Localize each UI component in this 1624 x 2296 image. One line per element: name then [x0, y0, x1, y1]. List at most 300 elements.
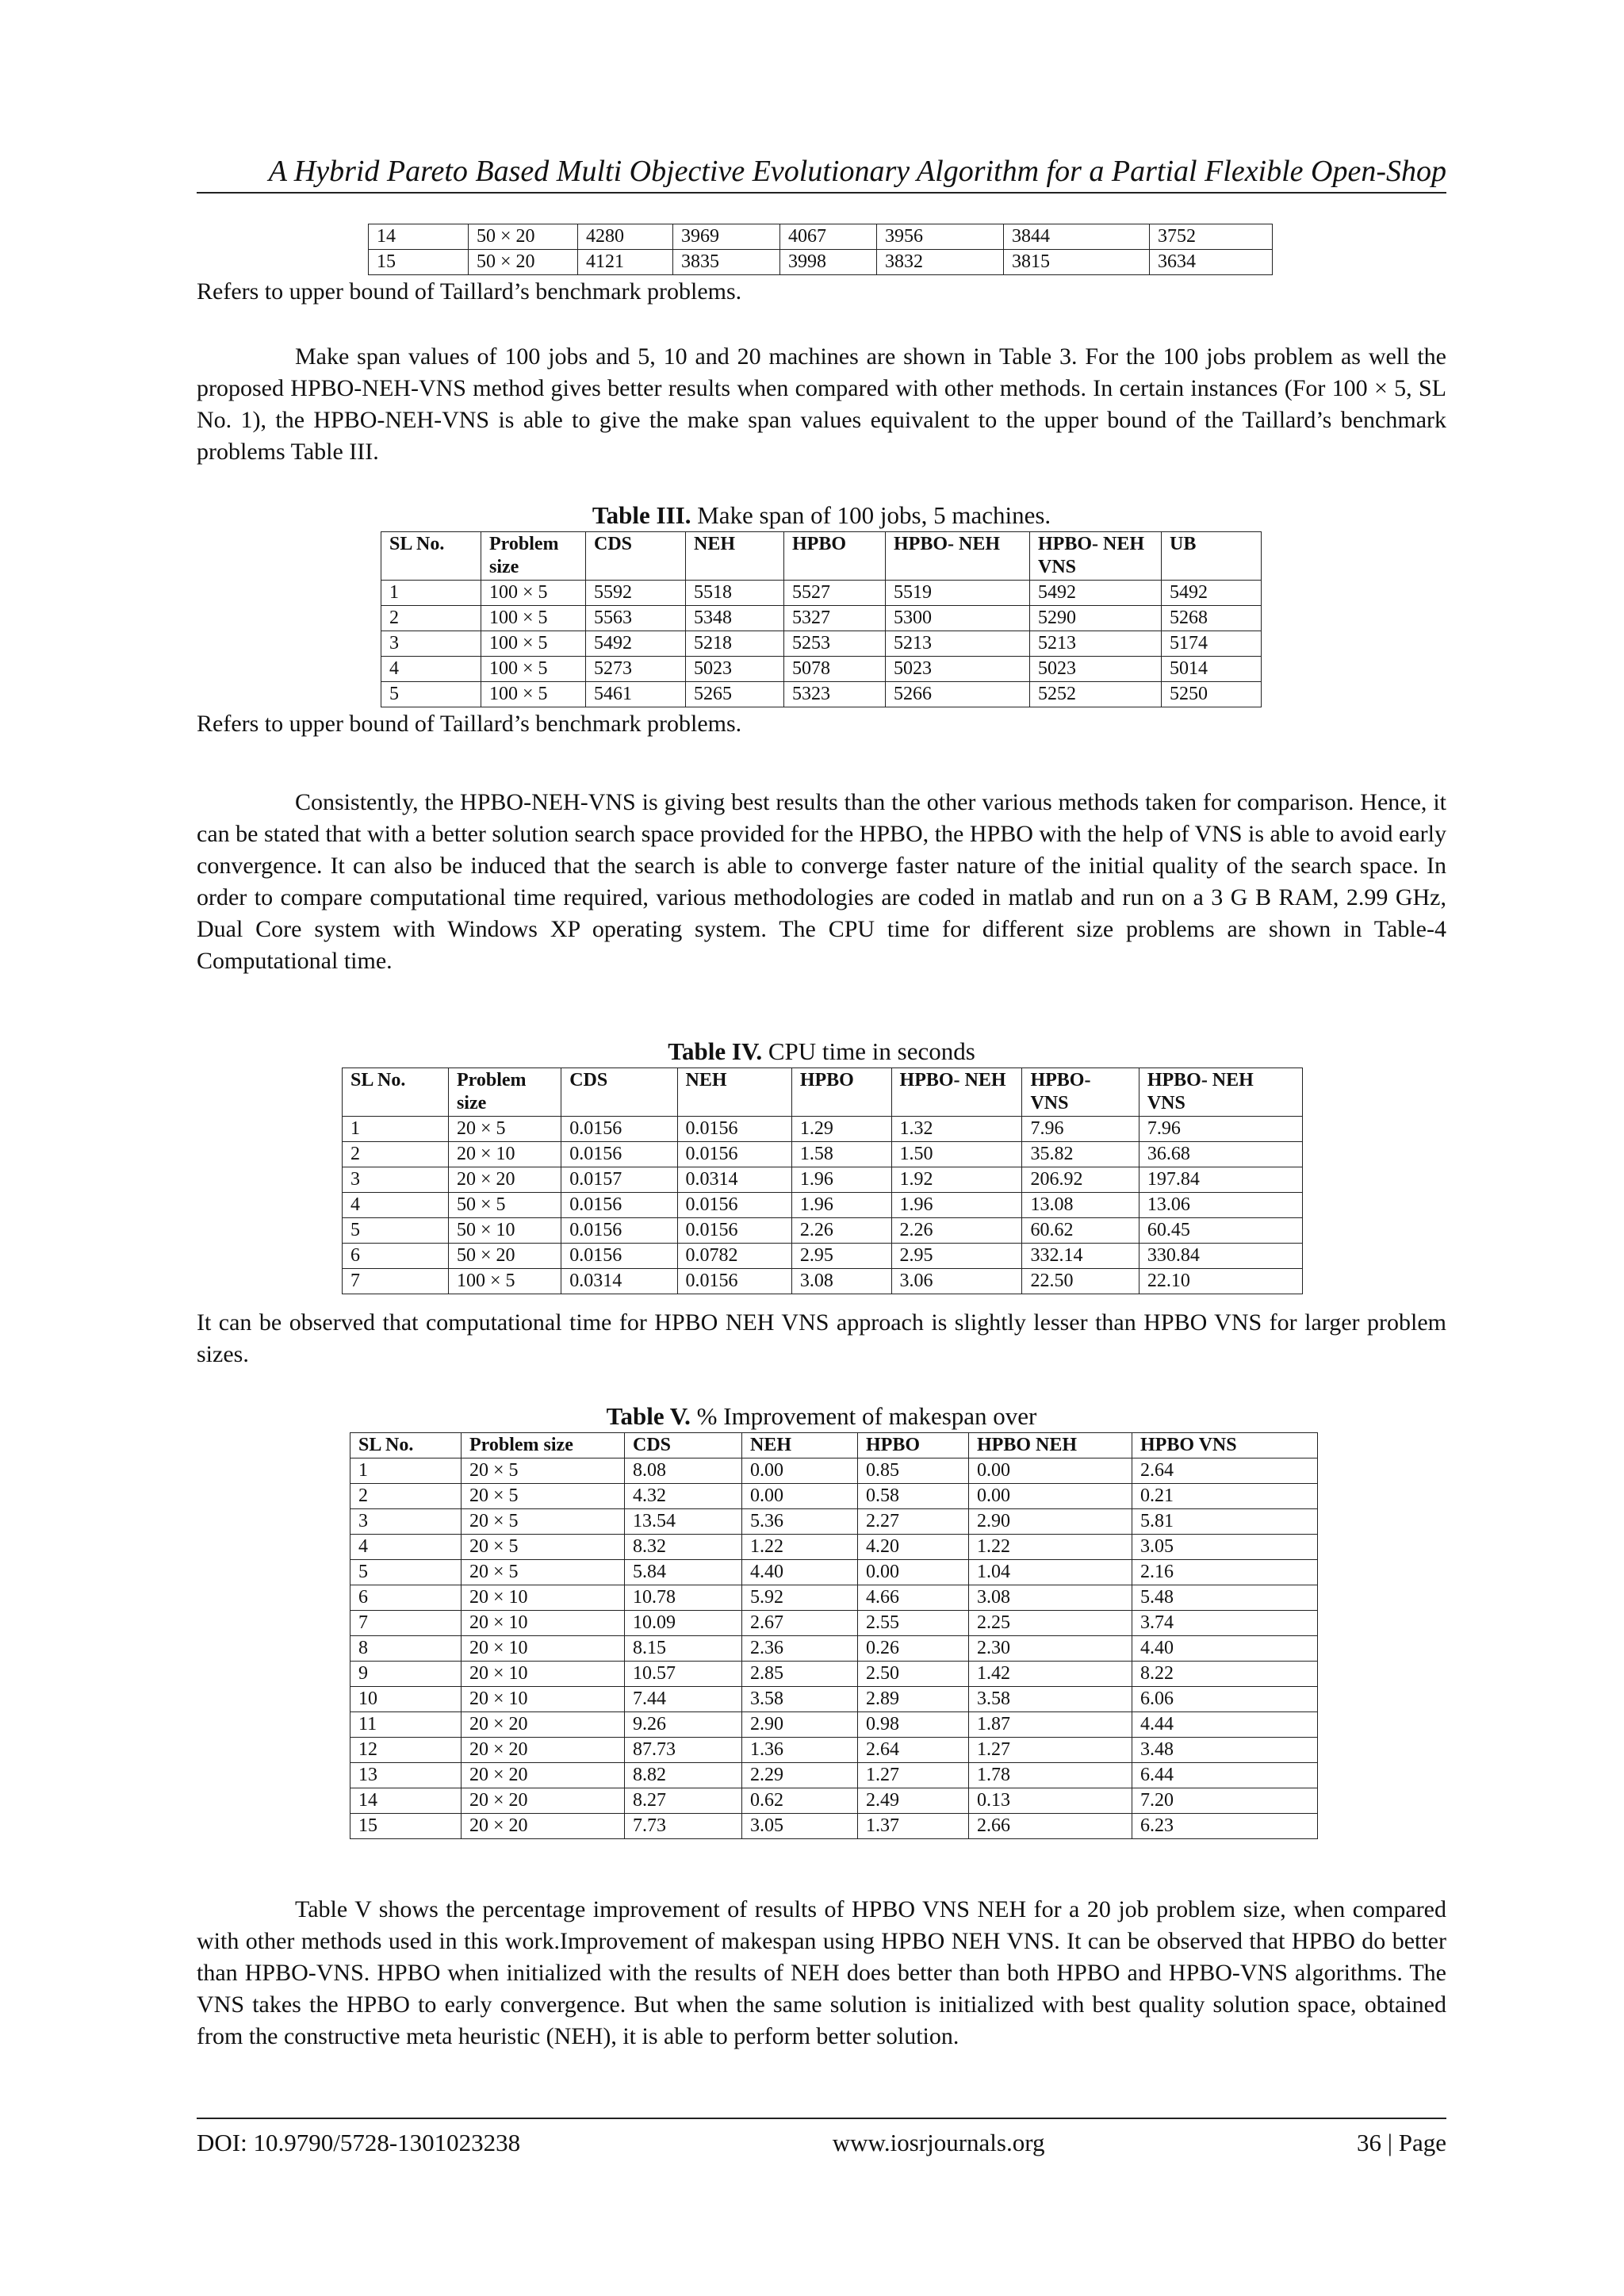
- table-cell: 6.23: [1132, 1814, 1318, 1839]
- table-cell: 10.78: [625, 1585, 742, 1611]
- table-cell: 0.0157: [561, 1167, 677, 1193]
- table-cell: 11: [350, 1712, 462, 1738]
- table-row: [350, 1611, 1318, 1636]
- table-cell: 332.14: [1022, 1244, 1139, 1269]
- table-cell: 0.0156: [677, 1142, 791, 1167]
- table-cell: 3832: [877, 250, 1004, 275]
- table-cell: 2.64: [858, 1738, 969, 1763]
- table-cell: 100 × 5: [481, 682, 586, 707]
- table-cell: 5273: [586, 657, 686, 682]
- table-cell: 1.87: [969, 1712, 1132, 1738]
- table-cell: 5300: [886, 606, 1030, 631]
- table-v-caption: [197, 1401, 1446, 1432]
- table-cell: 3.08: [791, 1269, 891, 1294]
- column-header: Problem size: [448, 1068, 561, 1117]
- table-cell: 0.13: [969, 1788, 1132, 1814]
- table-cell: 5.48: [1132, 1585, 1318, 1611]
- paragraph-text: Table V shows the percentage improvement of results of HPBO VNS NEH for a 20 job problem size, when compared with other methods used in this work.Improvement of makespan using HPBO NEH VNS. It can be observed that HPBO do better than HPBO-VNS. HPBO when initialized with the results of NEH does better than both HPBO and HPBO-VNS algorithms. The VNS takes the HPBO to early convergence. But when the same solution is initialized with best quality solution space, obtained from the constructive meta heuristic (NEH), it is able to perform better solution.: [197, 1896, 1446, 2049]
- column-header: CDS: [625, 1433, 742, 1458]
- table-cell: 0.21: [1132, 1484, 1318, 1509]
- table-note: Refers to upper bound of Taillard’s benchmark problems.: [197, 711, 742, 737]
- table-cell: 36.68: [1139, 1142, 1302, 1167]
- table-cell: 22.10: [1139, 1269, 1302, 1294]
- table-cell: 100 × 5: [481, 657, 586, 682]
- table-cell: 3815: [1004, 250, 1150, 275]
- table-cell: 1: [350, 1458, 462, 1484]
- table-cell: 5252: [1030, 682, 1162, 707]
- table-row: [350, 1484, 1318, 1509]
- table-cell: 3634: [1150, 250, 1273, 275]
- caption-label: Table V.: [606, 1402, 691, 1430]
- table-cell: 5023: [1030, 657, 1162, 682]
- table-cell: 5.81: [1132, 1509, 1318, 1535]
- column-header: Problem size: [481, 532, 586, 581]
- table-cell: 0.58: [858, 1484, 969, 1509]
- table-cell: 20 × 10: [448, 1142, 561, 1167]
- table-cell: 3.05: [1132, 1535, 1318, 1560]
- table-cell: 2.29: [742, 1763, 858, 1788]
- table-cell: 1.22: [969, 1535, 1132, 1560]
- table-cell: 0.0314: [561, 1269, 677, 1294]
- table-cell: 5492: [586, 631, 686, 657]
- paragraph-2: [197, 787, 1446, 977]
- table-cell: 20 × 5: [462, 1535, 625, 1560]
- table-cell: 3.74: [1132, 1611, 1318, 1636]
- table-cell: 14: [369, 224, 469, 250]
- caption-text: % Improvement of makespan over: [690, 1402, 1037, 1430]
- caption-text: CPU time in seconds: [762, 1037, 975, 1065]
- column-header: HPBO- VNS: [1022, 1068, 1139, 1117]
- paragraph-text: It can be observed that computational time for HPBO NEH VNS approach is slightly lesser than HPBO VNS for larger problem sizes.: [197, 1309, 1446, 1367]
- table-cell: 5014: [1162, 657, 1262, 682]
- table-cell: 87.73: [625, 1738, 742, 1763]
- table-cell: 20 × 10: [462, 1611, 625, 1636]
- table-cell: 3.58: [742, 1687, 858, 1712]
- caption-label: Table IV.: [668, 1037, 763, 1065]
- table-row: [381, 606, 1262, 631]
- table-cell: 3.48: [1132, 1738, 1318, 1763]
- table-cell: 2.50: [858, 1662, 969, 1687]
- table-cell: 1.36: [742, 1738, 858, 1763]
- table-cell: 5.36: [742, 1509, 858, 1535]
- table-cell: 0.00: [742, 1458, 858, 1484]
- header-row: [350, 1433, 1318, 1458]
- column-header: SL No.: [343, 1068, 449, 1117]
- table-cell: 5265: [686, 682, 784, 707]
- table-cell: 15: [369, 250, 469, 275]
- column-header: NEH: [742, 1433, 858, 1458]
- column-header: SL No.: [350, 1433, 462, 1458]
- table-cell: 5266: [886, 682, 1030, 707]
- table-cell: 20 × 10: [462, 1636, 625, 1662]
- table-cell: 1.96: [791, 1193, 891, 1218]
- table-row: [350, 1662, 1318, 1687]
- table-cell: 0.0156: [677, 1269, 791, 1294]
- table-cell: 1.04: [969, 1560, 1132, 1585]
- table-cell: 100 × 5: [481, 606, 586, 631]
- table-cell: 8.27: [625, 1788, 742, 1814]
- column-header: HPBO- NEH: [891, 1068, 1022, 1117]
- footer-page-number: 36 | Page: [1357, 2129, 1446, 2156]
- table-cell: 6.44: [1132, 1763, 1318, 1788]
- table-cell: 5218: [686, 631, 784, 657]
- table-cell: 4: [343, 1193, 449, 1218]
- table-cell: 22.50: [1022, 1269, 1139, 1294]
- column-header: HPBO: [784, 532, 886, 581]
- table-cell: 20 × 5: [462, 1509, 625, 1535]
- table-cell: 8: [350, 1636, 462, 1662]
- table-cell: 7.73: [625, 1814, 742, 1839]
- table-cell: 10: [350, 1687, 462, 1712]
- table-cell: 5563: [586, 606, 686, 631]
- table-cell: 2.90: [742, 1712, 858, 1738]
- table-cell: 2.27: [858, 1509, 969, 1535]
- table-cell: 5023: [686, 657, 784, 682]
- table-iv: [342, 1068, 1303, 1294]
- table-cell: 5323: [784, 682, 886, 707]
- table-v: [350, 1432, 1318, 1839]
- table-cell: 4.44: [1132, 1712, 1318, 1738]
- table-cell: 1.22: [742, 1535, 858, 1560]
- table-cell: 1.96: [891, 1193, 1022, 1218]
- table-cell: 3: [350, 1509, 462, 1535]
- table-row: [381, 631, 1262, 657]
- table-cell: 4.40: [1132, 1636, 1318, 1662]
- table-iv-caption: [197, 1036, 1446, 1068]
- table-cell: 1.50: [891, 1142, 1022, 1167]
- table-cell: 5174: [1162, 631, 1262, 657]
- table-row: [343, 1167, 1303, 1193]
- table-cell: 4.32: [625, 1484, 742, 1509]
- table-iii-block: [197, 500, 1446, 739]
- table-row: [350, 1560, 1318, 1585]
- table-cell: 2: [343, 1142, 449, 1167]
- table-cell: 9.26: [625, 1712, 742, 1738]
- table-cell: 1.92: [891, 1167, 1022, 1193]
- table-cell: 20 × 20: [462, 1712, 625, 1738]
- table-cell: 2.67: [742, 1611, 858, 1636]
- table-cell: 50 × 20: [469, 224, 578, 250]
- table-cell: 5348: [686, 606, 784, 631]
- column-header: HPBO- NEH: [886, 532, 1030, 581]
- column-header: HPBO: [858, 1433, 969, 1458]
- table-cell: 2.26: [791, 1218, 891, 1244]
- table-row: [381, 682, 1262, 707]
- table-cell: 5461: [586, 682, 686, 707]
- table-cell: 100 × 5: [481, 581, 586, 606]
- table-cell: 0.0156: [677, 1117, 791, 1142]
- table-cell: 0.0156: [677, 1218, 791, 1244]
- table-cell: 13.54: [625, 1509, 742, 1535]
- table-cell: 5: [381, 682, 481, 707]
- table-cell: 5592: [586, 581, 686, 606]
- table-cell: 100 × 5: [448, 1269, 561, 1294]
- column-header: CDS: [586, 532, 686, 581]
- paragraph-text: Consistently, the HPBO-NEH-VNS is giving best results than the other various methods taken for comparison. Hence, it can be stated that with a better solution search space provided for the HPBO, the HPBO with the help of VNS is able to avoid early convergence. It can also be induced that the search is able to converge faster nature of the initial quality of the search space. In order to compare computational time required, various methodologies are coded in matlab and run on a 3 G B RAM, 2.99 GHz, Dual Core system with Windows XP operating system. The CPU time for different size problems are shown in Table-4 Computational time.: [197, 789, 1446, 974]
- table-cell: 7.20: [1132, 1788, 1318, 1814]
- table-cell: 5290: [1030, 606, 1162, 631]
- table-cell: 10.09: [625, 1611, 742, 1636]
- table-row: [350, 1509, 1318, 1535]
- table-cell: 2.25: [969, 1611, 1132, 1636]
- table-cell: 1.78: [969, 1763, 1132, 1788]
- table-cell: 4: [350, 1535, 462, 1560]
- table-cell: 15: [350, 1814, 462, 1839]
- table-cell: 60.45: [1139, 1218, 1302, 1244]
- table-cell: 3969: [673, 224, 780, 250]
- table-continuation-block: [197, 224, 1446, 307]
- table-cell: 3.58: [969, 1687, 1132, 1712]
- header-row: [343, 1068, 1303, 1117]
- column-header: UB: [1162, 532, 1262, 581]
- table-cell: 7.96: [1022, 1117, 1139, 1142]
- table-cell: 50 × 20: [469, 250, 578, 275]
- table-cell: 50 × 20: [448, 1244, 561, 1269]
- column-header: SL No.: [381, 532, 481, 581]
- table-cell: 20 × 20: [462, 1763, 625, 1788]
- table-cell: 5527: [784, 581, 886, 606]
- table-cell: 8.08: [625, 1458, 742, 1484]
- table-row: [350, 1585, 1318, 1611]
- table-row: [350, 1738, 1318, 1763]
- table-cell: 20 × 20: [462, 1814, 625, 1839]
- table-cell: 8.82: [625, 1763, 742, 1788]
- table-cell: 5519: [886, 581, 1030, 606]
- table-row: [350, 1458, 1318, 1484]
- table-cell: 1.58: [791, 1142, 891, 1167]
- footer-doi: DOI: 10.9790/5728-1301023238: [197, 2129, 521, 2156]
- table-cell: 1.37: [858, 1814, 969, 1839]
- table-cell: 20 × 5: [462, 1560, 625, 1585]
- column-header: HPBO- NEH VNS: [1139, 1068, 1302, 1117]
- table-cell: 20 × 5: [462, 1484, 625, 1509]
- column-header: HPBO: [791, 1068, 891, 1117]
- table-iii-caption: [197, 500, 1446, 531]
- table-cell: 35.82: [1022, 1142, 1139, 1167]
- table-cell: 1.42: [969, 1662, 1132, 1687]
- table-cell: 0.98: [858, 1712, 969, 1738]
- table-cell: 9: [350, 1662, 462, 1687]
- table-cell: 4121: [578, 250, 673, 275]
- table-cell: 6.06: [1132, 1687, 1318, 1712]
- table-cell: 13: [350, 1763, 462, 1788]
- table-cell: 206.92: [1022, 1167, 1139, 1193]
- table-cell: 14: [350, 1788, 462, 1814]
- table-row: [343, 1142, 1303, 1167]
- table-cell: 2.16: [1132, 1560, 1318, 1585]
- table-cell: 1.32: [891, 1117, 1022, 1142]
- table-cell: 1.27: [858, 1763, 969, 1788]
- table-row: [343, 1218, 1303, 1244]
- table-cell: 7.96: [1139, 1117, 1302, 1142]
- paragraph-text: Make span values of 100 jobs and 5, 10 and 20 machines are shown in Table 3. For the 100 jobs problem as well the proposed HPBO-NEH-VNS method gives better results when compared with other methods. In certain instances (For 100 × 5, SL No. 1), the HPBO-NEH-VNS is able to give the make span values equivalent to the upper bound of the Taillard’s benchmark problems Table III.: [197, 343, 1446, 465]
- column-header: HPBO- NEH VNS: [1030, 532, 1162, 581]
- table-cell: 2.95: [791, 1244, 891, 1269]
- table-cell: 5.84: [625, 1560, 742, 1585]
- table-cell: 2: [381, 606, 481, 631]
- table-cell: 1.29: [791, 1117, 891, 1142]
- table-row: [343, 1117, 1303, 1142]
- table-v-block: [197, 1401, 1446, 1839]
- table-cell: 7: [343, 1269, 449, 1294]
- table-cell: 5023: [886, 657, 1030, 682]
- header-row: [381, 532, 1262, 581]
- table-cell: 2.85: [742, 1662, 858, 1687]
- table-cell: 5078: [784, 657, 886, 682]
- table-cell: 6: [343, 1244, 449, 1269]
- table-cell: 7.44: [625, 1687, 742, 1712]
- page-footer: [197, 2118, 1446, 2159]
- table-cell: 2.36: [742, 1636, 858, 1662]
- table-row: [350, 1712, 1318, 1738]
- table-cell: 0.0782: [677, 1244, 791, 1269]
- table-cell: 4.20: [858, 1535, 969, 1560]
- running-header: A Hybrid Pareto Based Multi Objective Evolutionary Algorithm for a Partial Flexible Open-Shop: [197, 152, 1446, 194]
- table-cell: 1: [381, 581, 481, 606]
- paragraph-1: [197, 341, 1446, 468]
- table-cell: 0.00: [969, 1484, 1132, 1509]
- table-cell: 2: [350, 1484, 462, 1509]
- table-cell: 5250: [1162, 682, 1262, 707]
- column-header: HPBO VNS: [1132, 1433, 1318, 1458]
- table-iv-block: [197, 1036, 1446, 1294]
- table-cell: 20 × 5: [448, 1117, 561, 1142]
- table-row: [350, 1763, 1318, 1788]
- table-cell: 2.66: [969, 1814, 1132, 1839]
- table-cell: 13.08: [1022, 1193, 1139, 1218]
- table-cell: 3835: [673, 250, 780, 275]
- table-cell: 100 × 5: [481, 631, 586, 657]
- table-row: [381, 581, 1262, 606]
- table-cell: 5327: [784, 606, 886, 631]
- table-cell: 20 × 10: [462, 1585, 625, 1611]
- table-cell: 4: [381, 657, 481, 682]
- table-cell: 5492: [1030, 581, 1162, 606]
- table-cell: 4.40: [742, 1560, 858, 1585]
- table-cell: 8.15: [625, 1636, 742, 1662]
- table-cell: 1: [343, 1117, 449, 1142]
- table-cell: 4067: [780, 224, 877, 250]
- table-cell: 20 × 10: [462, 1687, 625, 1712]
- table-cell: 0.0314: [677, 1167, 791, 1193]
- table-cell: 13.06: [1139, 1193, 1302, 1218]
- table-cell: 20 × 5: [462, 1458, 625, 1484]
- table-cell: 2.64: [1132, 1458, 1318, 1484]
- table-cell: 2.95: [891, 1244, 1022, 1269]
- table-cell: 2.89: [858, 1687, 969, 1712]
- table-cell: 50 × 10: [448, 1218, 561, 1244]
- table-cell: 197.84: [1139, 1167, 1302, 1193]
- caption-label: Table III.: [592, 501, 691, 529]
- table-cell: 5213: [1030, 631, 1162, 657]
- table-cell: 60.62: [1022, 1218, 1139, 1244]
- table-cell: 5253: [784, 631, 886, 657]
- table-cell: 7: [350, 1611, 462, 1636]
- caption-text: Make span of 100 jobs, 5 machines.: [691, 501, 1051, 529]
- column-header: NEH: [677, 1068, 791, 1117]
- table-cell: 5268: [1162, 606, 1262, 631]
- table-row: [369, 224, 1273, 250]
- table-cell: 8.22: [1132, 1662, 1318, 1687]
- table-cell: 0.62: [742, 1788, 858, 1814]
- table-cell: 20 × 20: [448, 1167, 561, 1193]
- table-cell: 20 × 20: [462, 1738, 625, 1763]
- table-row: [343, 1193, 1303, 1218]
- table-cell: 1.27: [969, 1738, 1132, 1763]
- table-cell: 3844: [1004, 224, 1150, 250]
- table-cell: 3.08: [969, 1585, 1132, 1611]
- table-cell: 0.0156: [561, 1218, 677, 1244]
- table-cell: 5492: [1162, 581, 1262, 606]
- table-cell: 2.49: [858, 1788, 969, 1814]
- table-row: [343, 1244, 1303, 1269]
- table-cell: 3.06: [891, 1269, 1022, 1294]
- table-cell: 50 × 5: [448, 1193, 561, 1218]
- table-row: [369, 250, 1273, 275]
- table-cell: 3: [343, 1167, 449, 1193]
- table-cell: 4.66: [858, 1585, 969, 1611]
- table-row: [350, 1535, 1318, 1560]
- table-cell: 0.85: [858, 1458, 969, 1484]
- table-cell: 2.90: [969, 1509, 1132, 1535]
- table-cell: 0.26: [858, 1636, 969, 1662]
- footer-site: www.iosrjournals.org: [832, 2129, 1045, 2156]
- table-cell: 1.96: [791, 1167, 891, 1193]
- table-cell: 5518: [686, 581, 784, 606]
- table-cell: 8.32: [625, 1535, 742, 1560]
- table-cell: 3: [381, 631, 481, 657]
- table-cell: 0.0156: [561, 1193, 677, 1218]
- table-cell: 5.92: [742, 1585, 858, 1611]
- table-cell: 0.00: [858, 1560, 969, 1585]
- table-cell: 5: [343, 1218, 449, 1244]
- table-cell: 0.0156: [561, 1117, 677, 1142]
- table-cell: 10.57: [625, 1662, 742, 1687]
- table-cell: 4280: [578, 224, 673, 250]
- table-row: [343, 1269, 1303, 1294]
- table-note: Refers to upper bound of Taillard’s benchmark problems.: [197, 278, 742, 305]
- paragraph-3: [197, 1307, 1446, 1370]
- table-cell: 5213: [886, 631, 1030, 657]
- table-cell: 20 × 20: [462, 1788, 625, 1814]
- table-cell: 3.05: [742, 1814, 858, 1839]
- column-header: HPBO NEH: [969, 1433, 1132, 1458]
- table-cell: 0.0156: [561, 1142, 677, 1167]
- table-cell: 0.0156: [677, 1193, 791, 1218]
- column-header: Problem size: [462, 1433, 625, 1458]
- table-cell: 2.55: [858, 1611, 969, 1636]
- table-cell: 12: [350, 1738, 462, 1763]
- table-cell: 0.00: [969, 1458, 1132, 1484]
- table-cell: 3752: [1150, 224, 1273, 250]
- table-cell: 3998: [780, 250, 877, 275]
- table-cell: 20 × 10: [462, 1662, 625, 1687]
- table-cell: 330.84: [1139, 1244, 1302, 1269]
- column-header: CDS: [561, 1068, 677, 1117]
- table-cell: 2.26: [891, 1218, 1022, 1244]
- table-cell: 2.30: [969, 1636, 1132, 1662]
- table-cell: 6: [350, 1585, 462, 1611]
- table-row: [350, 1814, 1318, 1839]
- table-cell: 0.00: [742, 1484, 858, 1509]
- table-iii: [381, 531, 1262, 707]
- table-row: [350, 1687, 1318, 1712]
- table-row: [350, 1636, 1318, 1662]
- paragraph-4: [197, 1894, 1446, 2053]
- table-continuation: [368, 224, 1273, 275]
- table-cell: 3956: [877, 224, 1004, 250]
- table-cell: 0.0156: [561, 1244, 677, 1269]
